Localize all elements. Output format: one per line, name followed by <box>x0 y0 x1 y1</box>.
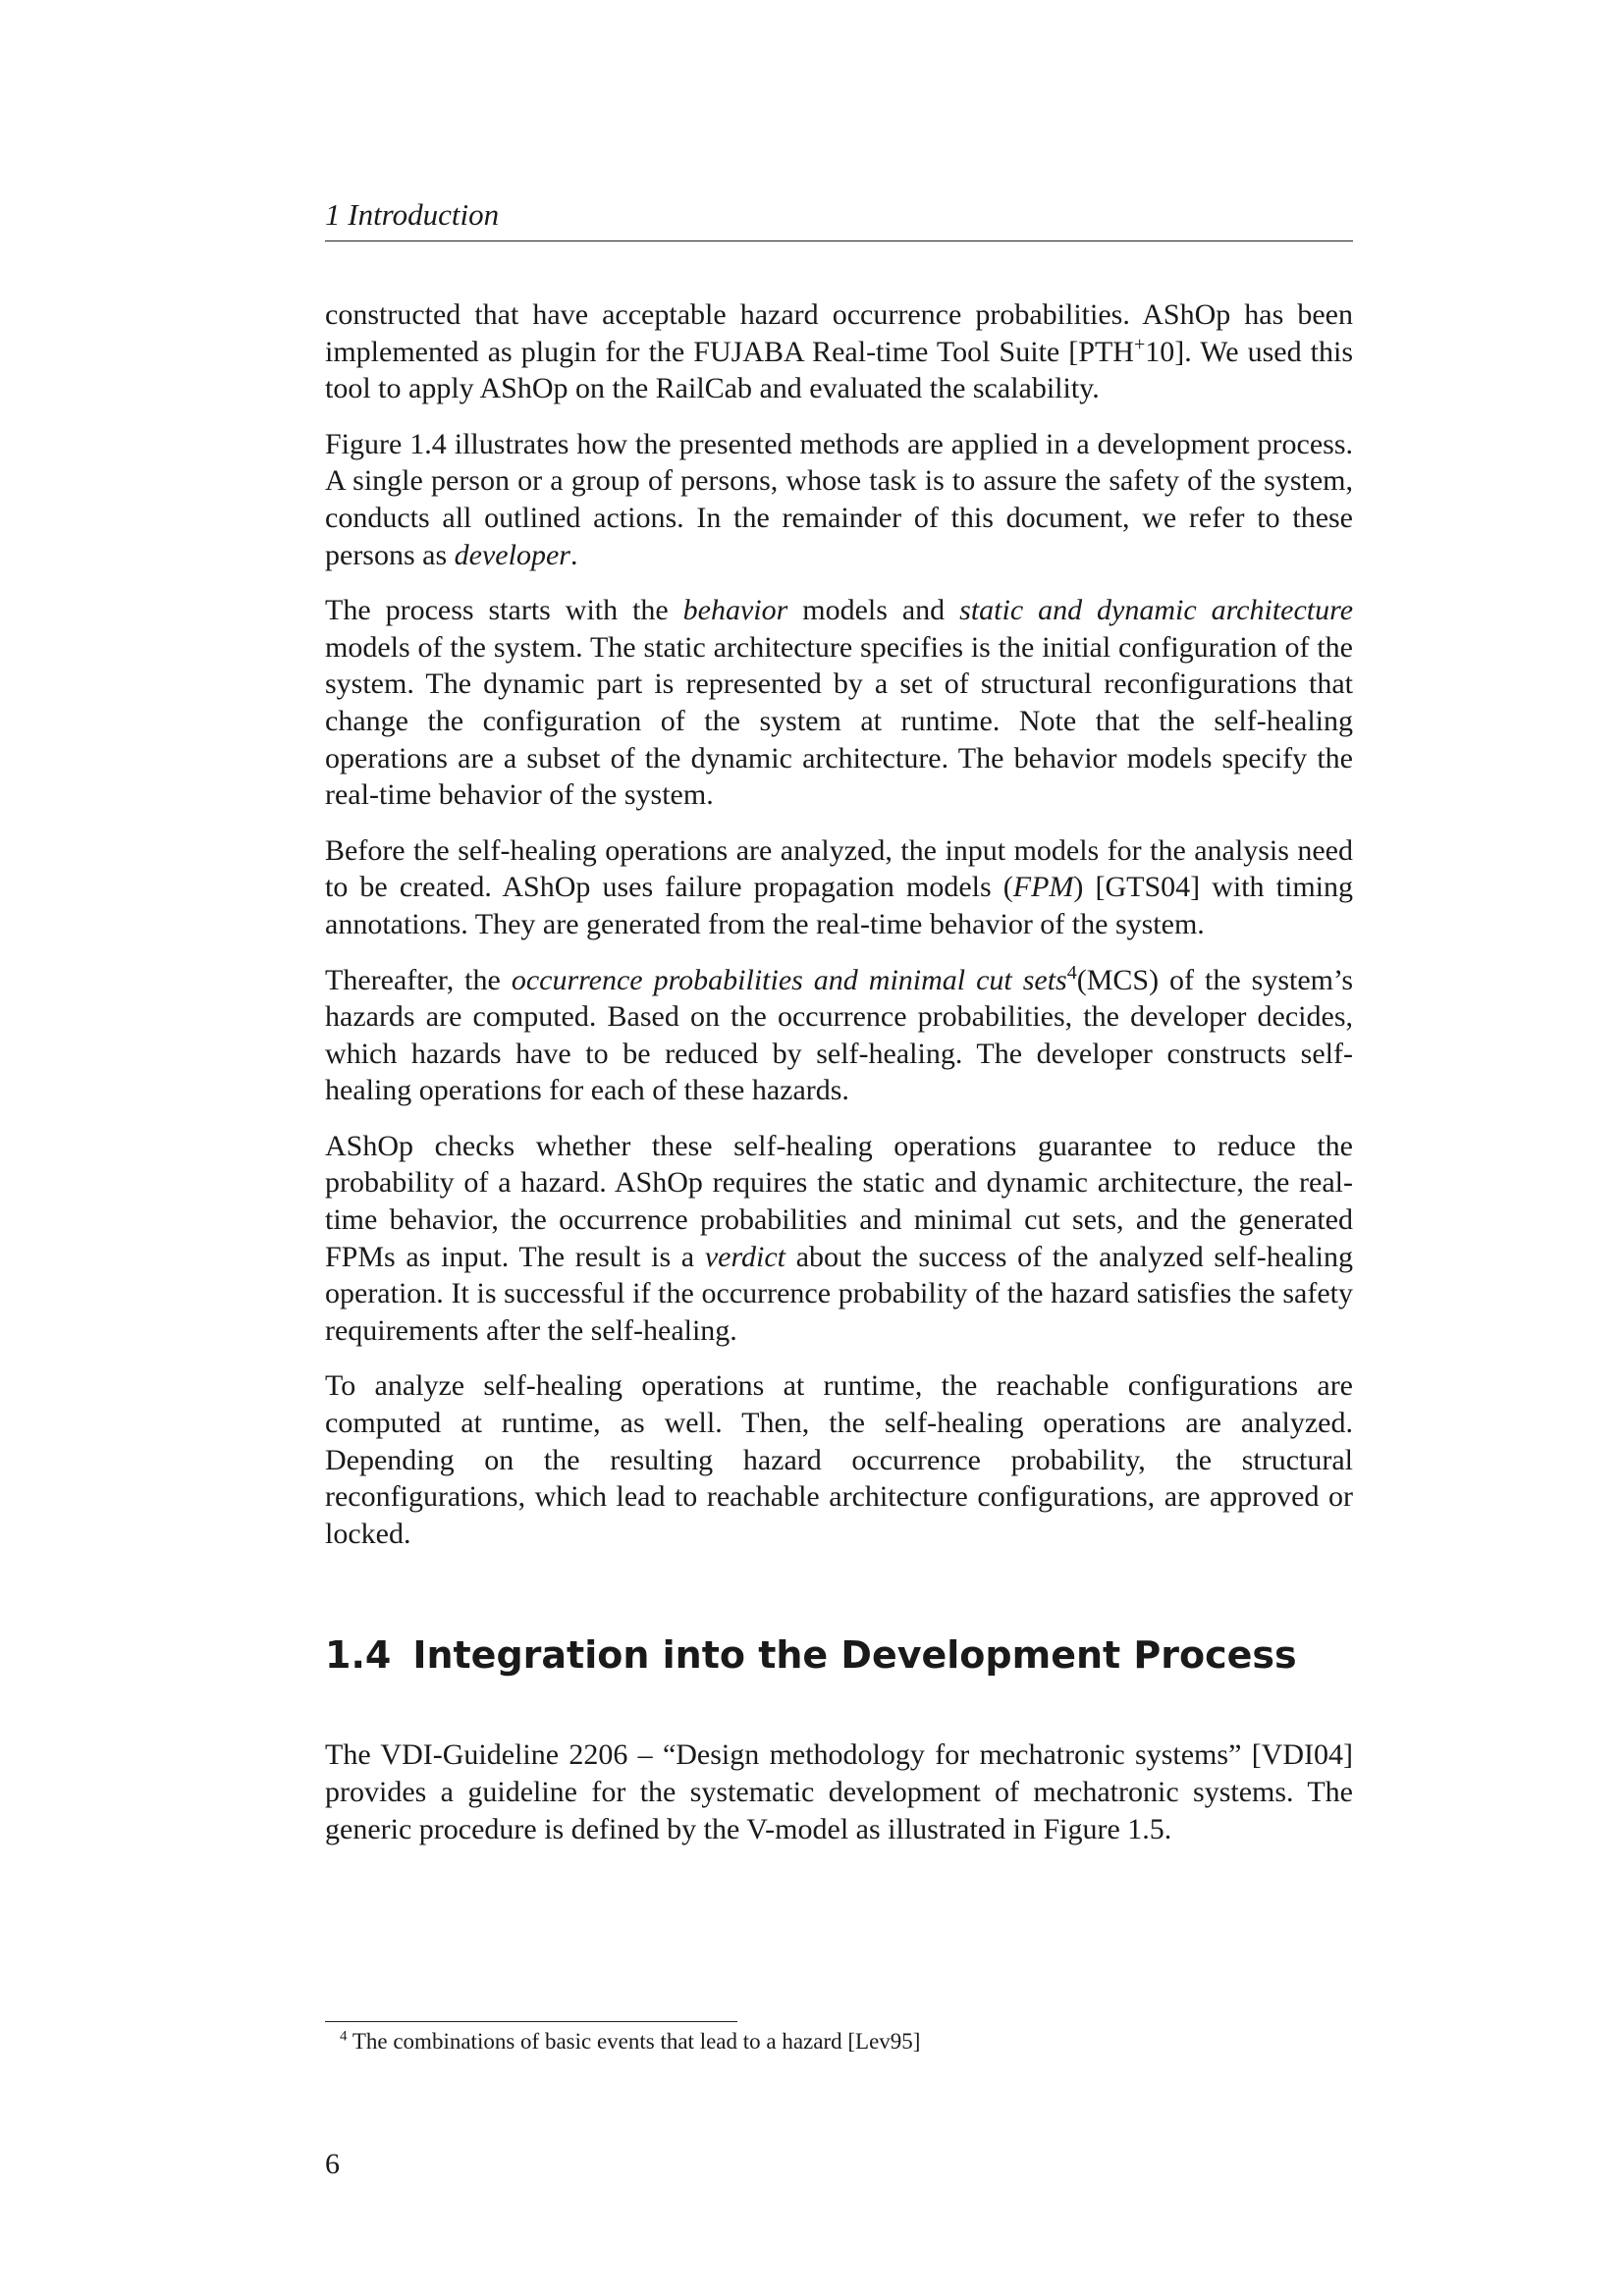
section-paragraph <box>325 1736 1353 1847</box>
paragraph-5 <box>325 962 1353 1109</box>
paragraph-6-text-b: about the success of the analyzed self-healing operation. It is successful if the occurrence probability of the hazard satisfies the safety requirements after the self-healing. <box>325 1240 1353 1347</box>
paragraph-3-text-c: models of the system. The static architecture specifies is the initial configuration of the system. The dynamic part is represented by a set of structural reconfigurations that change the configuration of the system at runtime. Note that the self-healing operations are a subset of the dynamic architecture. The behavior models specify the real-time behavior of the system. <box>325 630 1353 812</box>
paragraph-2-text-b: . <box>569 538 578 571</box>
paragraph-2 <box>325 426 1353 573</box>
section-heading <box>325 1632 1353 1678</box>
term-developer: developer <box>454 538 570 571</box>
paragraph-1-text-a: constructed that have acceptable hazard occurrence probabilities. AShOp has been implemented as plugin for the FUJABA Real-time Tool Suite [PTH <box>325 298 1353 368</box>
footnote <box>340 2027 1322 2056</box>
term-verdict: verdict <box>704 1240 786 1273</box>
paragraph-1-text-b: 10]. We used this tool to apply AShOp on the RailCab and evaluated the scalability. <box>325 335 1353 405</box>
paragraph-7 <box>325 1367 1353 1552</box>
section-paragraph-text: The VDI-Guideline 2206 – “Design methodology for mechatronic systems” [VDI04] provides a guideline for the systematic development of mechatronic systems. The generic procedure is defined by the V-model as illustrated in Figure 1.5. <box>325 1738 1353 1845</box>
section-title: Integration into the Development Process <box>412 1633 1297 1678</box>
paragraph-4-text-b: ) [GTS04] with timing annotations. They are generated from the real-time behavior of the system. <box>325 871 1353 940</box>
footnote-reference[interactable]: 4 <box>1066 961 1077 984</box>
paragraph-3-text-b: models and <box>787 594 960 627</box>
paragraph-1 <box>325 296 1353 407</box>
running-header <box>325 195 1353 241</box>
chapter-title: 1 Introduction <box>325 197 500 232</box>
term-fpm: FPM <box>1012 871 1074 904</box>
term-behavior: behavior <box>682 594 788 627</box>
paragraph-4 <box>325 832 1353 943</box>
footnote-text: The combinations of basic events that lead to a hazard [Lev95] <box>352 2029 921 2054</box>
paragraph-5-text-a: Thereafter, the <box>325 963 512 996</box>
paragraph-5-text-b: (MCS) of the system’s hazards are computed. Based on the occurrence probabilities, the developer decides, which hazards have to be reduced by self-healing. The developer constructs self-healing operations for each of these hazards. <box>325 963 1354 1107</box>
term-static-dynamic-architecture: static and dynamic architecture <box>959 594 1354 627</box>
paragraph-7-text: To analyze self-healing operations at runtime, the reachable configurations are computed at runtime, as well. Then, the self-healing operations are analyzed. Depending on the resulting hazard occurrence probability, the structural reconfigurations, which lead to reachable architecture configurations, are approved or locked. <box>325 1369 1353 1550</box>
footnote-mark: 4 <box>340 2028 348 2045</box>
paragraph-2-text-a: Figure 1.4 illustrates how the presented methods are applied in a development process. A single person or a group of persons, whose task is to assure the safety of the system, conducts all outlined actions. In the remainder of this document, we refer to these persons as <box>325 427 1353 571</box>
footnote-rule <box>325 2021 737 2022</box>
page-number: 6 <box>325 2148 340 2180</box>
paragraph-6 <box>325 1128 1353 1350</box>
superscript-plus: + <box>1133 333 1146 355</box>
paragraph-3 <box>325 592 1353 814</box>
paragraph-6-text-a: AShOp checks whether these self-healing operations guarantee to reduce the probability of a hazard. AShOp requires the static and dynamic architecture, the real-time behavior, the occurrence probabilities and minimal cut sets, and the generated FPMs as input. The result is a <box>325 1129 1353 1273</box>
section-number: 1.4 <box>325 1633 392 1678</box>
paragraph-3-text-a: The process starts with the <box>325 594 683 627</box>
body-text <box>325 296 1353 1866</box>
paragraph-4-text-a: Before the self-healing operations are analyzed, the input models for the analysis need to be created. AShOp uses failure propagation models ( <box>325 833 1353 904</box>
term-occurrence-probabilities: occurrence probabilities and minimal cut sets <box>511 963 1067 996</box>
